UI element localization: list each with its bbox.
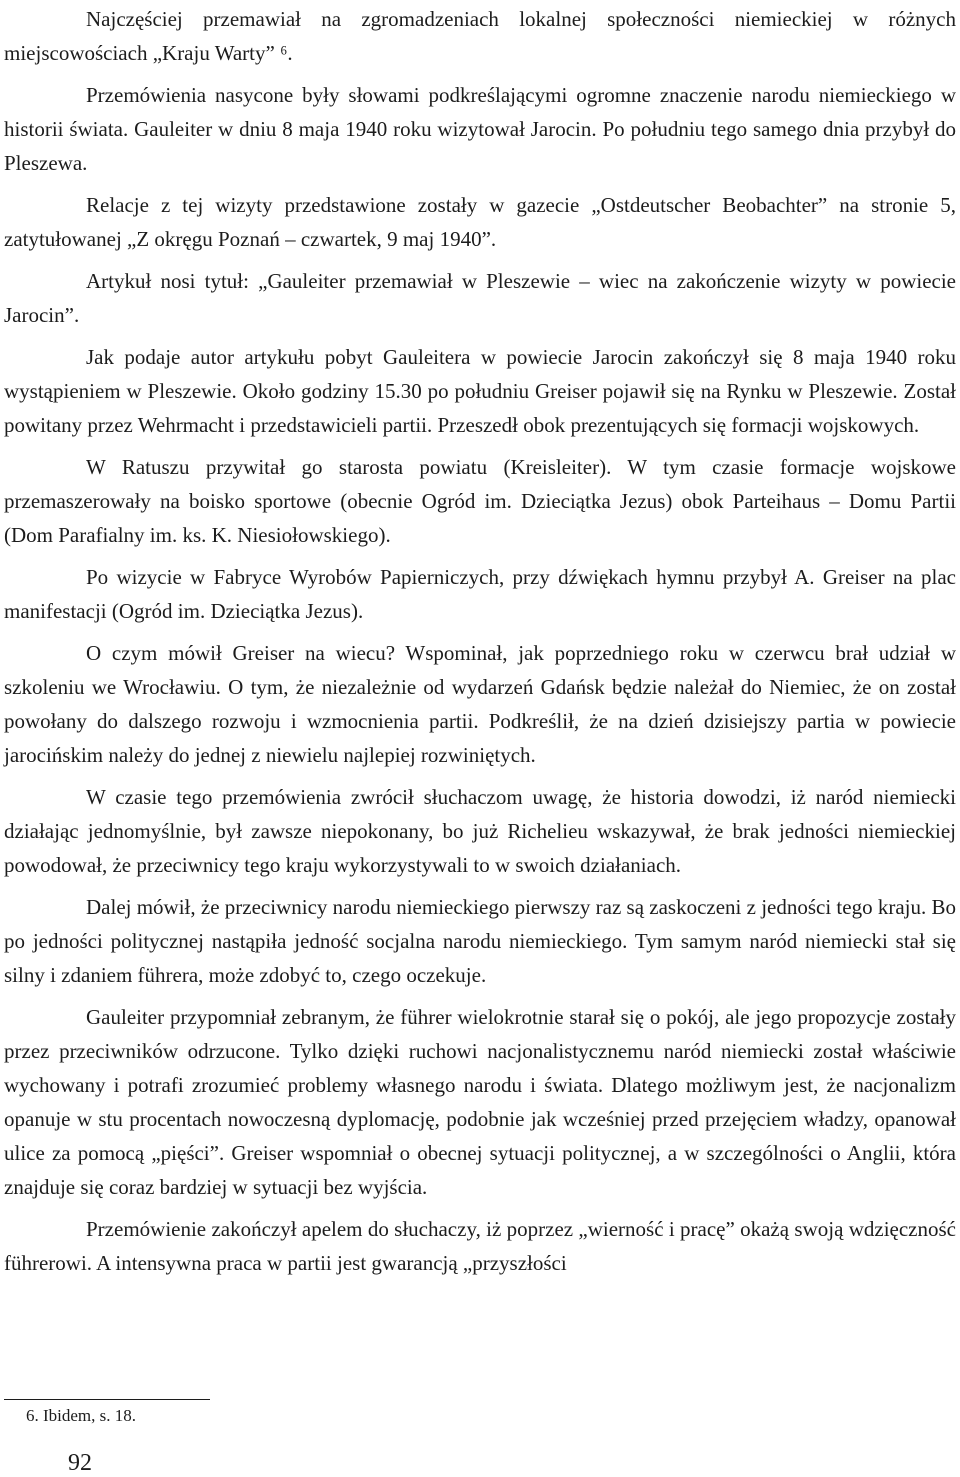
paragraph-7: Po wizycie w Fabryce Wyrobów Papierniczych, przy dźwiękach hymnu przybył A. Greiser na plac manifestacji (Ogród im. Dzieciątka Jezus).: [4, 565, 956, 623]
paragraph-11: Gauleiter przypomniał zebranym, że führer wielokrotnie starał się o pokój, ale jego propozycje zostały przez przeciwników odrzucone. Tylko dzięki ruchowi nacjonalistycznemu naród niemiecki został właściwie wychowany i potrafi zrozumieć problemy własnego narodu i świata. Dlatego możliwym jest, że nacjonalizm opanuje w stu procentach nowoczesną dyplomację, podobnie jak wcześniej przed przejęciem władzy, opanował ulice za pomocą „pięści”. Greiser wspomniał o obecnej sytuacji politycznej, a w szczególności o Anglii, która znajduje się coraz bardziej w sytuacji bez wyjścia.: [4, 1005, 956, 1199]
paragraph-9: W czasie tego przemówienia zwrócił słuchaczom uwagę, że historia dowodzi, iż naród niemiecki działając jednomyślnie, był zawsze niepokonany, bo już Richelieu wskazywał, że brak jedności niemieckiej powodował, że przeciwnicy tego kraju wykorzystywali to w swoich działaniach.: [4, 785, 956, 877]
paragraph-5: Jak podaje autor artykułu pobyt Gauleitera w powiecie Jarocin zakończył się 8 maja 1940 roku wystąpieniem w Pleszewie. Około godziny 15.30 po południu Greiser pojawił się na Rynku w Pleszewie. Został powitany przez Wehrmacht i przedstawicieli partii. Przeszedł obok prezentujących się formacji wojskowych.: [4, 345, 956, 437]
paragraph-2: Przemówienia nasycone były słowami podkreślającymi ogromne znaczenie narodu niemieckiego w historii świata. Gauleiter w dniu 8 maja 1940 roku wizytował Jarocin. Po południu tego samego dnia przybył do Pleszewa.: [4, 83, 956, 175]
footnote-divider: [4, 1399, 210, 1400]
paragraph-3: Relacje z tej wizyty przedstawione zostały w gazecie „Ostdeutscher Beobachter” na stronie 5, zatytułowanej „Z okręgu Poznań – czwartek, 9 maj 1940”.: [4, 193, 956, 251]
paragraph-10: Dalej mówił, że przeciwnicy narodu niemieckiego pierwszy raz są zaskoczeni z jedności tego kraju. Bo po jedności politycznej nastąpiła jedność socjalna narodu niemieckiego. Tym samym naród niemiecki stał się silny i zdaniem führera, może zdobyć to, czego oczekuje.: [4, 895, 956, 987]
paragraph-4: Artykuł nosi tytuł: „Gauleiter przemawiał w Pleszewie – wiec na zakończenie wizyty w powiecie Jarocin”.: [4, 269, 956, 327]
paragraph-6: W Ratuszu przywitał go starosta powiatu (Kreisleiter). W tym czasie formacje wojskowe przemaszerowały na boisko sportowe (obecnie Ogród im. Dzieciątka Jezus) obok Parteihaus – Domu Partii (Dom Parafialny im. ks. K. Niesiołowskiego).: [4, 455, 956, 547]
body-text: [4, 0, 956, 1280]
paragraph-8: O czym mówił Greiser na wiecu? Wspominał, jak poprzedniego roku w czerwcu brał udział w szkoleniu we Wrocławiu. O tym, że niezależnie od wydarzeń Gdańsk będzie należał do Niemiec, że on został powołany do dalszego rozwoju i wzmocnienia partii. Podkreślił, że na dzień dzisiejszy partia w powiecie jarocińskim należy do jednej z niewielu najlepiej rozwiniętych.: [4, 641, 956, 767]
page-number: 92: [68, 1450, 92, 1476]
paragraph-1: Najczęściej przemawiał na zgromadzeniach lokalnej społeczności niemieckiej w różnych miejscowościach „Kraju Warty” ⁶.: [4, 7, 956, 65]
paragraph-12: Przemówienie zakończył apelem do słuchaczy, iż poprzez „wierność i pracę” okażą swoją wdzięczność führerowi. A intensywna praca w partii jest gwarancją „przyszłości: [4, 1217, 956, 1275]
footnote: 6. Ibidem, s. 18.: [26, 1406, 137, 1425]
